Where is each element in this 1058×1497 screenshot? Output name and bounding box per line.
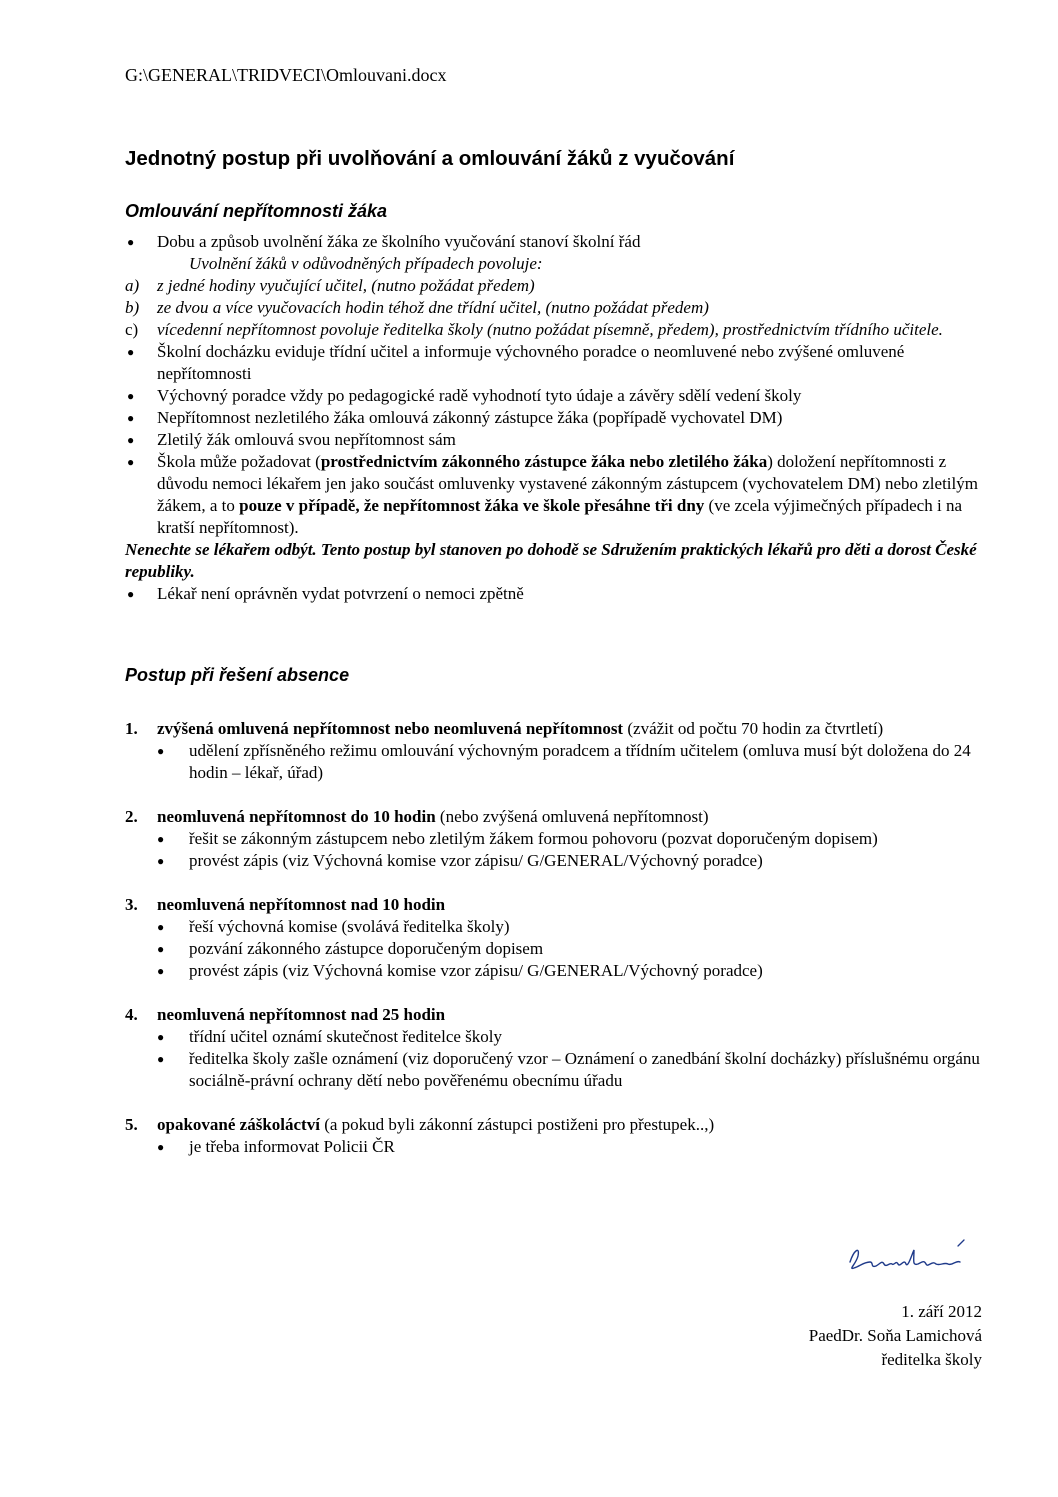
- bullet-icon: ●: [127, 389, 135, 403]
- text-run: ) doložení nepřítomnosti z důvodu nemoci lékařem jen jako součást omluvenky vystavené zákonným zástupcem (vychovatelem DM) nebo zletilým žákem, a to: [157, 452, 978, 515]
- list-item: [125, 740, 985, 784]
- list-item-text: je třeba informovat Policii ČR: [189, 1137, 395, 1156]
- step-title: neomluvená nepřítomnost nad 25 hodin: [157, 1005, 446, 1024]
- step-title: zvýšená omluvená nepřítomnost nebo neomluvená nepřítomnost: [157, 719, 624, 738]
- list-item: [125, 231, 985, 253]
- procedure-step: [125, 806, 985, 872]
- step-number: 5.: [125, 1115, 138, 1134]
- list-item-text: provést zápis (viz Výchovná komise vzor zápisu/ G/GENERAL/Výchovný poradce): [189, 851, 763, 870]
- procedure-step: [125, 1114, 985, 1158]
- section-omlouvani-body: [125, 231, 985, 605]
- list-item: [125, 297, 985, 319]
- list-item: [125, 1048, 985, 1092]
- bullet-icon: ●: [157, 854, 165, 868]
- section-heading-postup: Postup při řešení absence: [125, 665, 350, 685]
- procedure-step: [125, 894, 985, 982]
- list-item-text: Nepřítomnost nezletilého žáka omlouvá zákonný zástupce žáka (popřípadě vychovatel DM): [157, 408, 783, 427]
- step-note: (a pokud byli zákonní zástupci postiženi pro přestupek..,): [319, 1115, 715, 1134]
- list-item-text: vícedenní nepřítomnost povoluje ředitelka školy (nutno požádat písemně, předem), prostřednictvím třídního učitele.: [157, 320, 943, 339]
- list-item: [125, 1136, 985, 1158]
- list-item-text: ze dvou a více vyučovacích hodin téhož dne třídní učitel, (nutno požádat předem): [157, 298, 709, 317]
- bullet-icon: ●: [157, 942, 165, 956]
- procedure-step-heading: [125, 806, 985, 828]
- step-number: 3.: [125, 895, 138, 914]
- procedure-step-heading: [125, 1004, 985, 1026]
- bullet-icon: ●: [127, 345, 135, 359]
- list-item-text: pozvání zákonného zástupce doporučeným dopisem: [189, 939, 544, 958]
- list-item-text: ředitelka školy zašle oznámení (viz doporučený vzor – Oznámení o zanedbání školní docházky) příslušnému orgánu sociálně-právní ochrany dětí nebo pověřenému obecnímu úřadu: [189, 1049, 980, 1090]
- text-run: (ve zcela výjimečných případech i na kratší nepřítomnost).: [157, 496, 962, 537]
- list-item: [125, 850, 985, 872]
- bullet-icon: ●: [157, 1052, 165, 1066]
- list-item: [125, 938, 985, 960]
- bullet-icon: ●: [157, 1030, 165, 1044]
- list-marker: a): [125, 276, 140, 295]
- bold-text-run: prostřednictvím zákonného zástupce žáka nebo zletilého žáka: [320, 452, 768, 471]
- list-item-text: Školní docházku eviduje třídní učitel a informuje výchovného poradce o neomluvené nebo zvýšené omluvené nepřítomnosti: [157, 342, 905, 383]
- step-note: (zvážit od počtu 70 hodin za čtvrtletí): [623, 719, 884, 738]
- list-item: [125, 319, 985, 341]
- list-item-text: [157, 452, 978, 537]
- bullet-icon: ●: [157, 744, 165, 758]
- bullet-icon: ●: [157, 832, 165, 846]
- procedure-step: [125, 718, 985, 784]
- permission-note: Uvolnění žáků v odůvodněných případech povoluje:: [189, 254, 543, 273]
- list-item-text: z jedné hodiny vyučující učitel, (nutno požádat předem): [157, 276, 535, 295]
- list-item: [125, 916, 985, 938]
- step-number: 4.: [125, 1005, 138, 1024]
- list-item-text: třídní učitel oznámí skutečnost ředitelce školy: [189, 1027, 502, 1046]
- signatory-name: PaedDr. Soňa Lamichová: [808, 1326, 982, 1345]
- list-item: [125, 960, 985, 982]
- section-heading-omlouvani: Omlouvání nepřítomnosti žáka: [125, 201, 388, 221]
- step-title: opakované záškoláctví: [157, 1115, 320, 1134]
- list-item: [125, 583, 985, 605]
- document-date: 1. září 2012: [901, 1302, 982, 1321]
- bullet-icon: ●: [127, 235, 135, 249]
- step-title: neomluvená nepřítomnost nad 10 hodin: [157, 895, 446, 914]
- list-marker: c): [125, 320, 139, 339]
- signature-block: [809, 1300, 982, 1372]
- list-marker: b): [125, 298, 140, 317]
- list-item: [125, 407, 985, 429]
- document-title: Jednotný postup při uvolňování a omlouvání žáků z vyučování: [125, 147, 735, 170]
- list-item: [125, 275, 985, 297]
- list-item: [125, 341, 985, 385]
- bullet-icon: ●: [127, 587, 135, 601]
- list-item-text: Výchovný poradce vždy po pedagogické radě vyhodnotí tyto údaje a závěry sdělí vedení školy: [157, 386, 802, 405]
- bullet-icon: ●: [157, 920, 165, 934]
- procedure-step-heading: [125, 894, 985, 916]
- warning-note: Nenechte se lékařem odbýt. Tento postup byl stanoven po dohodě se Sdružením praktických lékařů pro děti a dorost České republiky.: [125, 540, 977, 581]
- list-item-text: udělení zpřísněného režimu omlouvání výchovným poradcem a třídním učitelem (omluva musí být doložena do 24 hodin – lékař, úřad): [189, 741, 971, 782]
- bold-text-run: pouze v případě, že nepřítomnost žáka ve škole přesáhne tři dny: [239, 496, 705, 515]
- step-number: 1.: [125, 719, 138, 738]
- step-title: neomluvená nepřítomnost do 10 hodin: [157, 807, 436, 826]
- list-item-text: provést zápis (viz Výchovná komise vzor zápisu/ G/GENERAL/Výchovný poradce): [189, 961, 763, 980]
- bullet-icon: ●: [127, 455, 135, 469]
- list-item: [125, 451, 985, 539]
- file-path: G:\GENERAL\TRIDVECI\Omlouvani.docx: [125, 65, 447, 85]
- list-item-text: řeší výchovná komise (svolává ředitelka školy): [189, 917, 510, 936]
- list-item-text: Zletilý žák omlouvá svou nepřítomnost sám: [157, 430, 456, 449]
- absence-procedure-list: [125, 718, 985, 1158]
- bullet-icon: ●: [157, 1140, 165, 1154]
- step-note: (nebo zvýšená omluvená nepřítomnost): [435, 807, 709, 826]
- bullet-icon: ●: [157, 964, 165, 978]
- list-item-text: Dobu a způsob uvolnění žáka ze školního vyučování stanoví školní řád: [157, 232, 641, 251]
- signature-image: [840, 1232, 980, 1282]
- procedure-step-heading: [125, 718, 985, 740]
- list-item: [125, 429, 985, 451]
- list-item: [125, 1026, 985, 1048]
- procedure-step-heading: [125, 1114, 985, 1136]
- list-item: [125, 828, 985, 850]
- procedure-step: [125, 1004, 985, 1092]
- list-item-text: řešit se zákonným zástupcem nebo zletilým žákem formou pohovoru (pozvat doporučeným dopisem): [189, 829, 878, 848]
- bullet-icon: ●: [127, 433, 135, 447]
- list-item-text: Lékař není oprávněn vydat potvrzení o nemoci zpětně: [157, 584, 524, 603]
- bullet-icon: ●: [127, 411, 135, 425]
- text-run: Škola může požadovat (: [157, 452, 321, 471]
- step-number: 2.: [125, 807, 138, 826]
- list-item: [125, 385, 985, 407]
- signatory-role: ředitelka školy: [881, 1350, 982, 1369]
